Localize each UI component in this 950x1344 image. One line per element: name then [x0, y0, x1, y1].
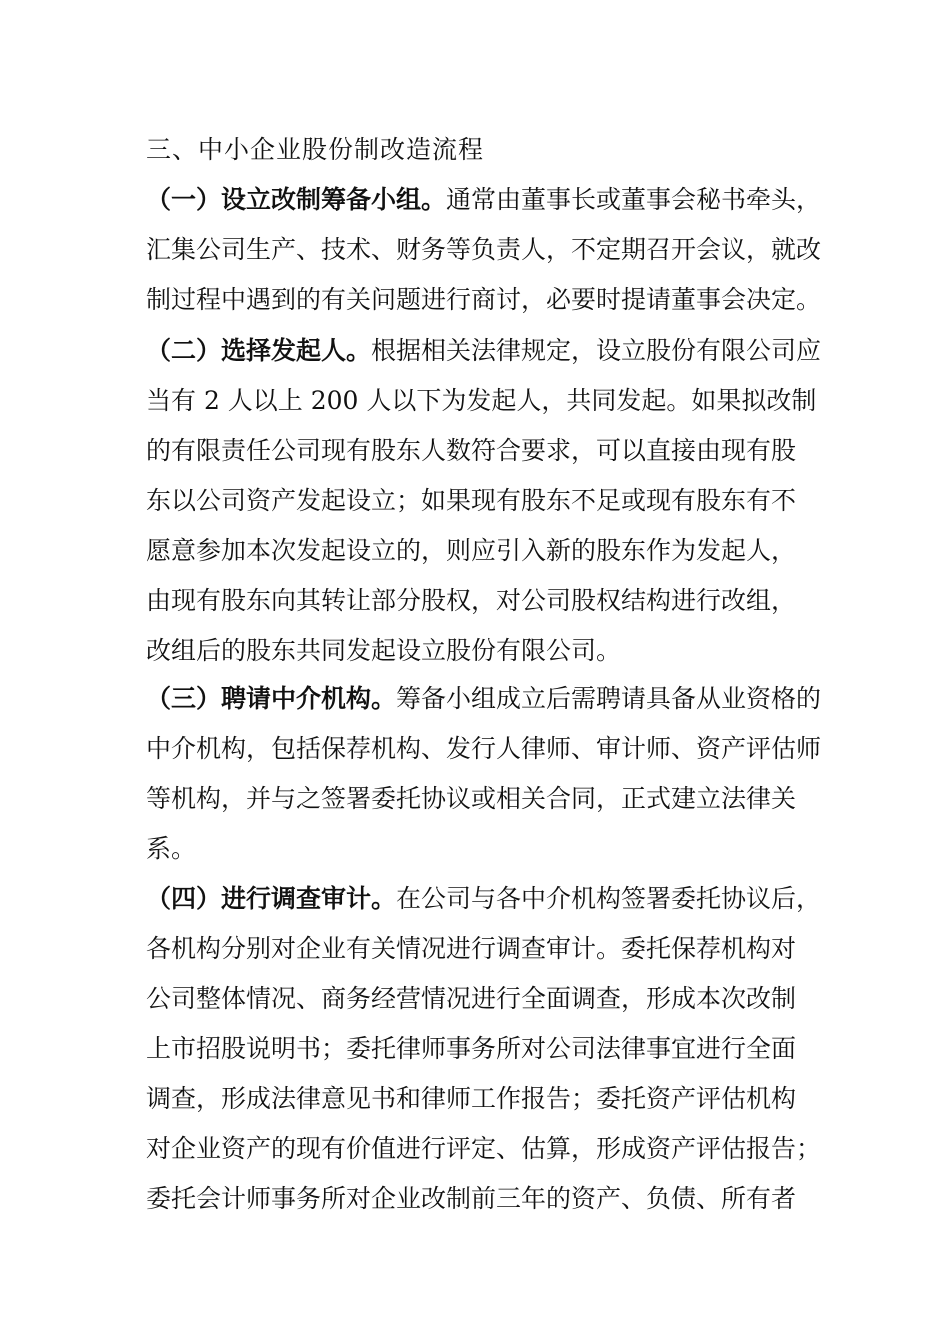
paragraph-line: 东以公司资产发起设立；如果现有股东不足或现有股东有不: [146, 486, 797, 515]
paragraph-line: 各机构分别对企业有关情况进行调查审计。委托保荐机构对: [146, 934, 797, 963]
paragraph-line: 系。: [146, 834, 197, 863]
paragraph-text: 根据相关法律规定，设立股份有限公司应: [371, 336, 822, 365]
paragraph-text: 在公司与各中介机构签署委托协议后，: [396, 884, 822, 913]
paragraph-line: 上市招股说明书；委托律师事务所对公司法律事宜进行全面: [146, 1034, 797, 1063]
paragraph-setup-preparatory-group: [146, 175, 836, 325]
paragraph-investigation-audit: [146, 874, 836, 1224]
paragraph-lead: （四）进行调查审计。: [146, 884, 397, 913]
paragraph-line: 制过程中遇到的有关问题进行商讨，必要时提请董事会决定。: [146, 285, 822, 314]
paragraph-line: 汇集公司生产、技术、财务等负责人，不定期召开会议，就改: [146, 235, 822, 264]
paragraph-line: [146, 674, 836, 724]
paragraph-line: 改组后的股东共同发起设立股份有限公司。: [146, 636, 622, 665]
paragraph-lead: （一）设立改制筹备小组。: [146, 185, 447, 214]
paragraph-select-promoters: [146, 326, 836, 676]
paragraph-hire-intermediaries: [146, 674, 836, 874]
paragraph-line: 公司整体情况、商务经营情况进行全面调查，形成本次改制: [146, 984, 797, 1013]
section-heading: 三、中小企业股份制改造流程: [146, 135, 485, 164]
paragraph-lead: （三）聘请中介机构。: [146, 684, 397, 713]
paragraph-line: 的有限责任公司现有股东人数符合要求，可以直接由现有股: [146, 436, 797, 465]
paragraph-line: 愿意参加本次发起设立的，则应引入新的股东作为发起人，: [146, 536, 797, 565]
paragraph-line: 中介机构，包括保荐机构、发行人律师、审计师、资产评估师: [146, 734, 822, 763]
paragraph-line: 调查，形成法律意见书和律师工作报告；委托资产评估机构: [146, 1084, 797, 1113]
paragraph-line: 对企业资产的现有价值进行评定、估算，形成资产评估报告；: [146, 1134, 822, 1163]
paragraph-line: [146, 175, 836, 225]
paragraph-lead: （二）选择发起人。: [146, 336, 372, 365]
paragraph-line: 等机构，并与之签署委托协议或相关合同，正式建立法律关: [146, 784, 797, 813]
paragraph-line: [146, 874, 836, 924]
paragraph-line: 由现有股东向其转让部分股权，对公司股权结构进行改组，: [146, 586, 797, 615]
paragraph-line: [146, 326, 836, 376]
paragraph-line: 当有 2 人以上 200 人以下为发起人，共同发起。如果拟改制: [146, 386, 817, 415]
paragraph-text: 筹备小组成立后需聘请具备从业资格的: [396, 684, 822, 713]
paragraph-text: 通常由董事长或董事会秘书牵头，: [446, 185, 822, 214]
paragraph-line: 委托会计师事务所对企业改制前三年的资产、负债、所有者: [146, 1184, 797, 1213]
